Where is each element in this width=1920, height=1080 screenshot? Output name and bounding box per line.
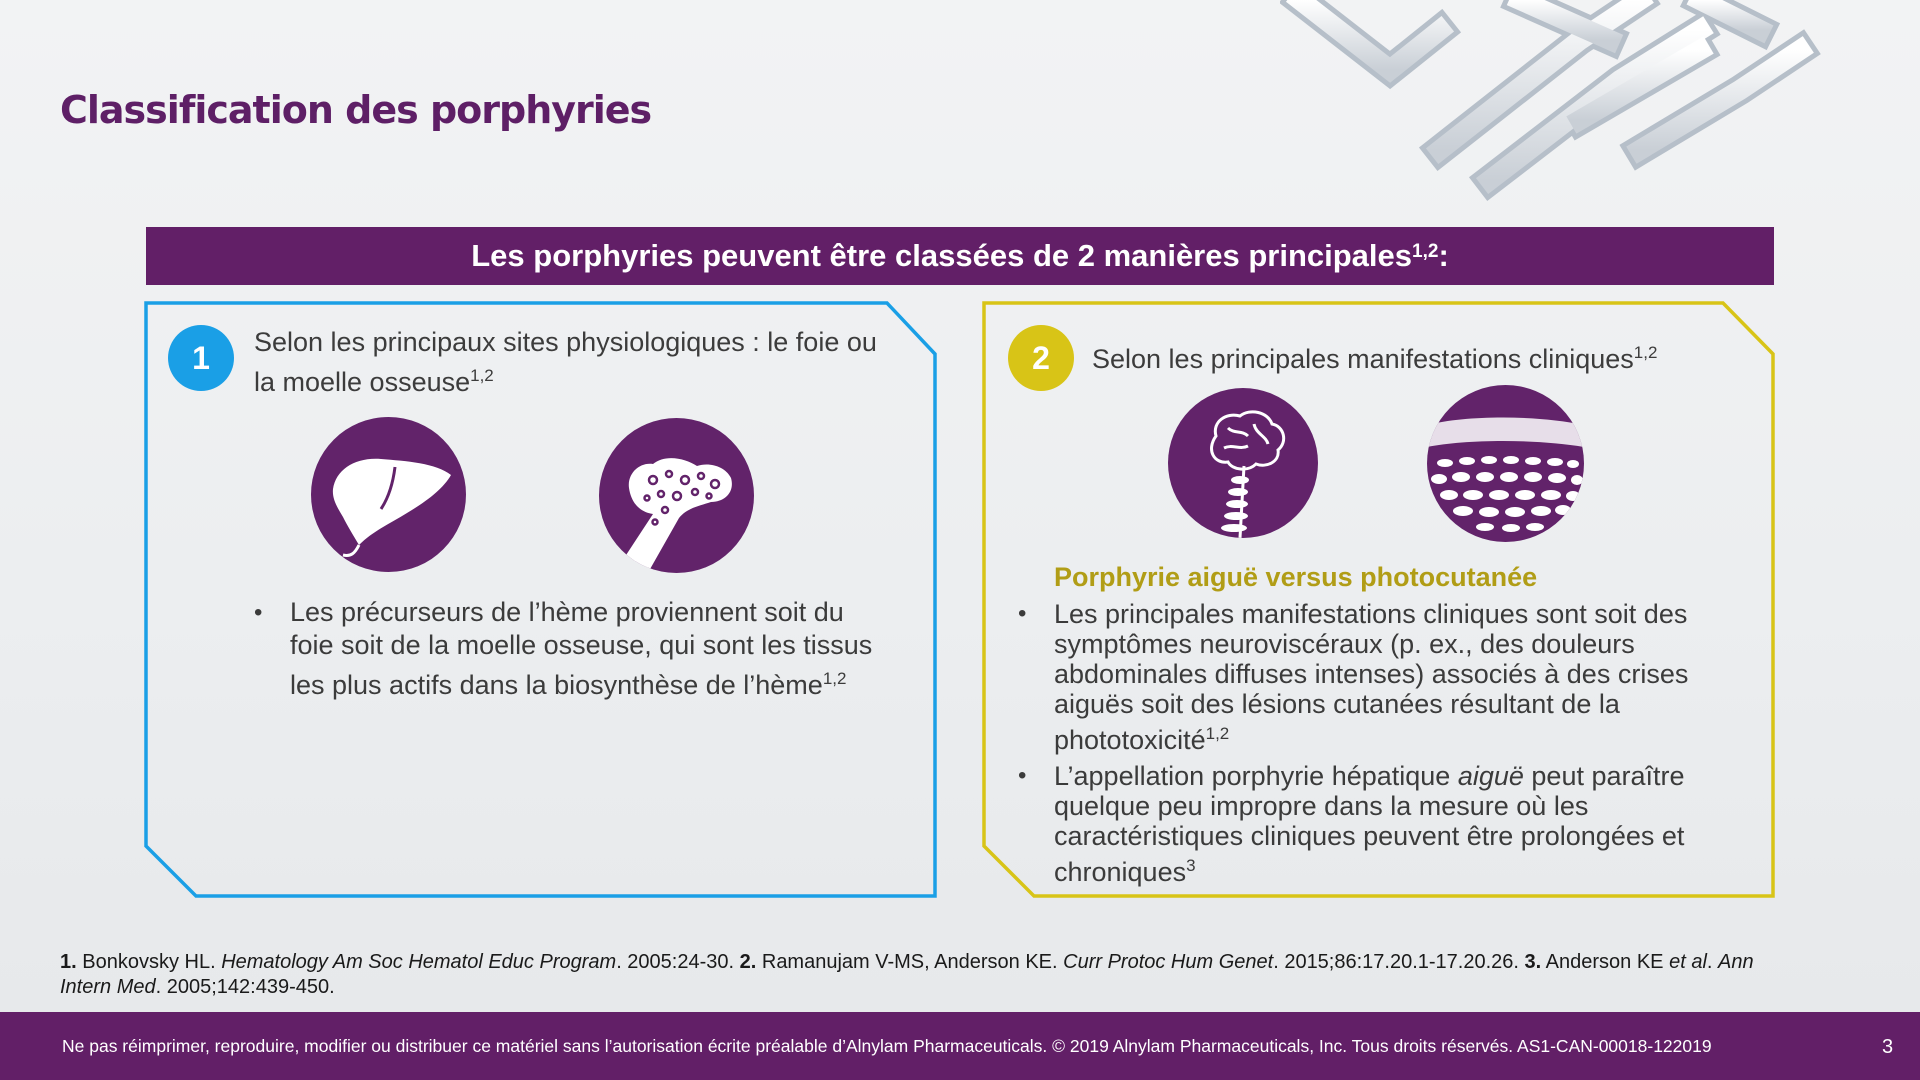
section1-bullet-text: Les précurseurs de l’hème proviennent soit du foie soit de la moelle osseuse, qui sont les tissus les plus actifs dans la biosynthèse de l’hème	[290, 597, 873, 700]
list-item	[1018, 599, 1738, 755]
section2-bullets	[1018, 599, 1738, 893]
bone-marrow-icon	[599, 418, 754, 573]
section2-bullet1-text: Les principales manifestations cliniques sont soit des symptômes neuroviscéraux (p. ex., des douleurs abdominales diffuses intenses) associés à des crises aiguës soit des lésions cutanées résultant de la phototoxicité	[1054, 599, 1689, 755]
ref2-number: 2.	[739, 951, 757, 973]
section2-subheading: Porphyrie aiguë versus photocutanée	[1054, 562, 1538, 592]
classification-banner	[146, 227, 1774, 285]
section2-heading-ref: 1,2	[1633, 343, 1658, 362]
ref2-author: Ramanujam V-MS, Anderson KE.	[756, 951, 1064, 973]
footer-bar	[0, 1012, 1920, 1080]
section1-bullets	[254, 596, 894, 708]
list-item	[1018, 761, 1738, 887]
page-title: Classification des porphyries	[60, 88, 652, 132]
section1-heading	[254, 325, 894, 399]
copyright-notice: Ne pas réimprimer, reproduire, modifier ou distribuer ce matériel sans l’autorisation écrite préalable d’Alnylam Pharmaceuticals. © 2019 Alnylam Pharmaceuticals, Inc. Tous droits réservés. AS1-CAN-00018-122019	[62, 1036, 1712, 1056]
section2-number-badge: 2	[1008, 325, 1074, 391]
section2-heading-text: Selon les principales manifestations cliniques	[1092, 344, 1634, 374]
liver-icon	[311, 417, 466, 572]
section1-number-badge: 1	[168, 325, 234, 391]
section2-bullet2-em: aiguë	[1457, 761, 1524, 791]
section2-bullet1-ref: 1,2	[1205, 724, 1230, 743]
maze-decoration	[1280, 0, 1920, 215]
banner-text: Les porphyries peuvent être classées de 2 manières principales	[471, 238, 1413, 273]
section1-heading-ref: 1,2	[470, 366, 494, 385]
section1-heading-text: Selon les principaux sites physiologiques : le foie ou la moelle osseuse	[254, 327, 877, 397]
ref3-rest: . 2005;142:439-450.	[155, 976, 335, 998]
brain-nervous-system-icon	[1168, 388, 1318, 538]
ref1-journal: Hematology Am Soc Hematol Educ Program	[221, 951, 617, 973]
ref2-journal: Curr Protoc Hum Genet	[1063, 951, 1274, 973]
ref3-number: 3.	[1524, 951, 1542, 973]
skin-layers-icon	[1427, 385, 1584, 542]
section2-bullet2-post: peut paraître quelque peu impropre dans la mesure où les caractéristiques cliniques peuvent être prolongées et chroniques	[1054, 761, 1685, 887]
section2-bullet2-ref: 3	[1186, 856, 1196, 875]
ref3-journal: Ann Intern Med	[60, 951, 1754, 998]
banner-ref: 1,2	[1412, 241, 1439, 262]
ref1-author: Bonkovsky HL.	[76, 951, 222, 973]
ref1-number: 1.	[60, 951, 77, 973]
ref2-rest: . 2015;86:17.20.1-17.20.26.	[1273, 951, 1525, 973]
list-item	[254, 596, 894, 702]
banner-suffix: :	[1438, 238, 1449, 273]
page-number: 3	[1882, 1036, 1894, 1058]
ref3-mid: .	[1706, 951, 1719, 973]
section2-bullet2-pre: L’appellation porphyrie hépatique	[1054, 761, 1458, 791]
section2-heading	[1092, 336, 1752, 376]
ref3-etal: et al	[1669, 951, 1707, 973]
references	[60, 950, 1780, 1000]
ref1-rest: . 2005:24-30.	[616, 951, 740, 973]
ref3-author: Anderson KE	[1541, 951, 1670, 973]
section1-bullet-ref: 1,2	[822, 669, 847, 688]
